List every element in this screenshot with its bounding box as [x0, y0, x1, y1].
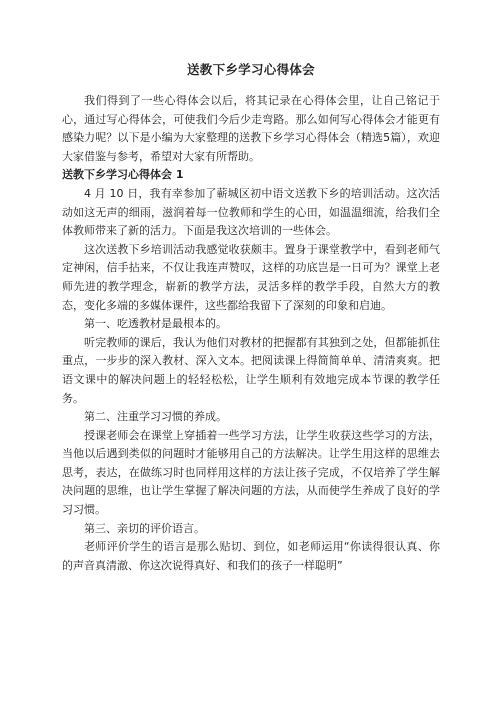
document-page — [62, 62, 440, 575]
point-heading: 第一、吃透教材是最根本的。 — [84, 317, 227, 331]
body-paragraph: 4 月 10 日，我有幸参加了蕲城区初中语文送教下乡的培训活动。这次活动如这无声的细雨，滋润着每一位教师和学生的心田，如温温细流，给我们全体教师带来了新的活力。下面是我这次培训的一些体会。 — [62, 186, 440, 238]
section-heading: 送教下乡学习心得体会 1 — [62, 168, 184, 182]
intro-paragraph: 我们得到了一些心得体会以后，将其记录在心得体会里，让自己铭记于心，通过写心得体会，可使我们今后少走弯路。那么如何写心得体会才能更有感染力呢？以下是小编为大家整理的送教下乡学习心得体会（精选5篇），欢迎大家借鉴与参考，希望对大家有所帮助。 — [62, 94, 440, 163]
body-paragraph: 这次送教下乡培训活动我感觉收获颇丰。置身于课堂教学中，看到老师气定神闲，信手拈来，不仅让我连声赞叹，这样的功底岂是一日可为？课堂上老师先进的教学理念，崭新的教学方法，灵活多样的教学手段，自然大方的教态，变化多端的多媒体课件，这些都给我留下了深刻的印象和启迪。 — [62, 242, 440, 312]
point-heading: 第二、注重学习习惯的养成。 — [84, 410, 227, 424]
body-paragraph: 听完教师的课后，我认为他们对教材的把握都有其独到之处，但都能抓住重点，一步步的深入教材、深入文本。把阅读课上得简简单单、清清爽爽。把语文课中的解决问题上的轻轻松松，让学生顺利有效地完成本节课的教学任务。 — [62, 335, 440, 405]
body-paragraph: 老师评价学生的语言是那么贴切、到位，如老师运用“你读得很认真、你的声音真清澈、你这次说得真好、和我们的孩子一样聪明” — [62, 540, 440, 572]
body-paragraph: 授课老师会在课堂上穿插着一些学习方法，让学生收获这些学习的方法，当他以后遇到类似的问题时才能够用自己的方法解决。让学生用这样的思维去思考，表达，在做练习时也同样用这样的方法让孩子完成，不仅培养了学生解决问题的思维，也让学生掌握了解决问题的方法，从而使学生养成了良好的学习习惯。 — [62, 428, 440, 517]
document-title: 送教下乡学习心得体会 — [186, 62, 315, 77]
point-heading: 第三、亲切的评价语言。 — [84, 521, 205, 535]
